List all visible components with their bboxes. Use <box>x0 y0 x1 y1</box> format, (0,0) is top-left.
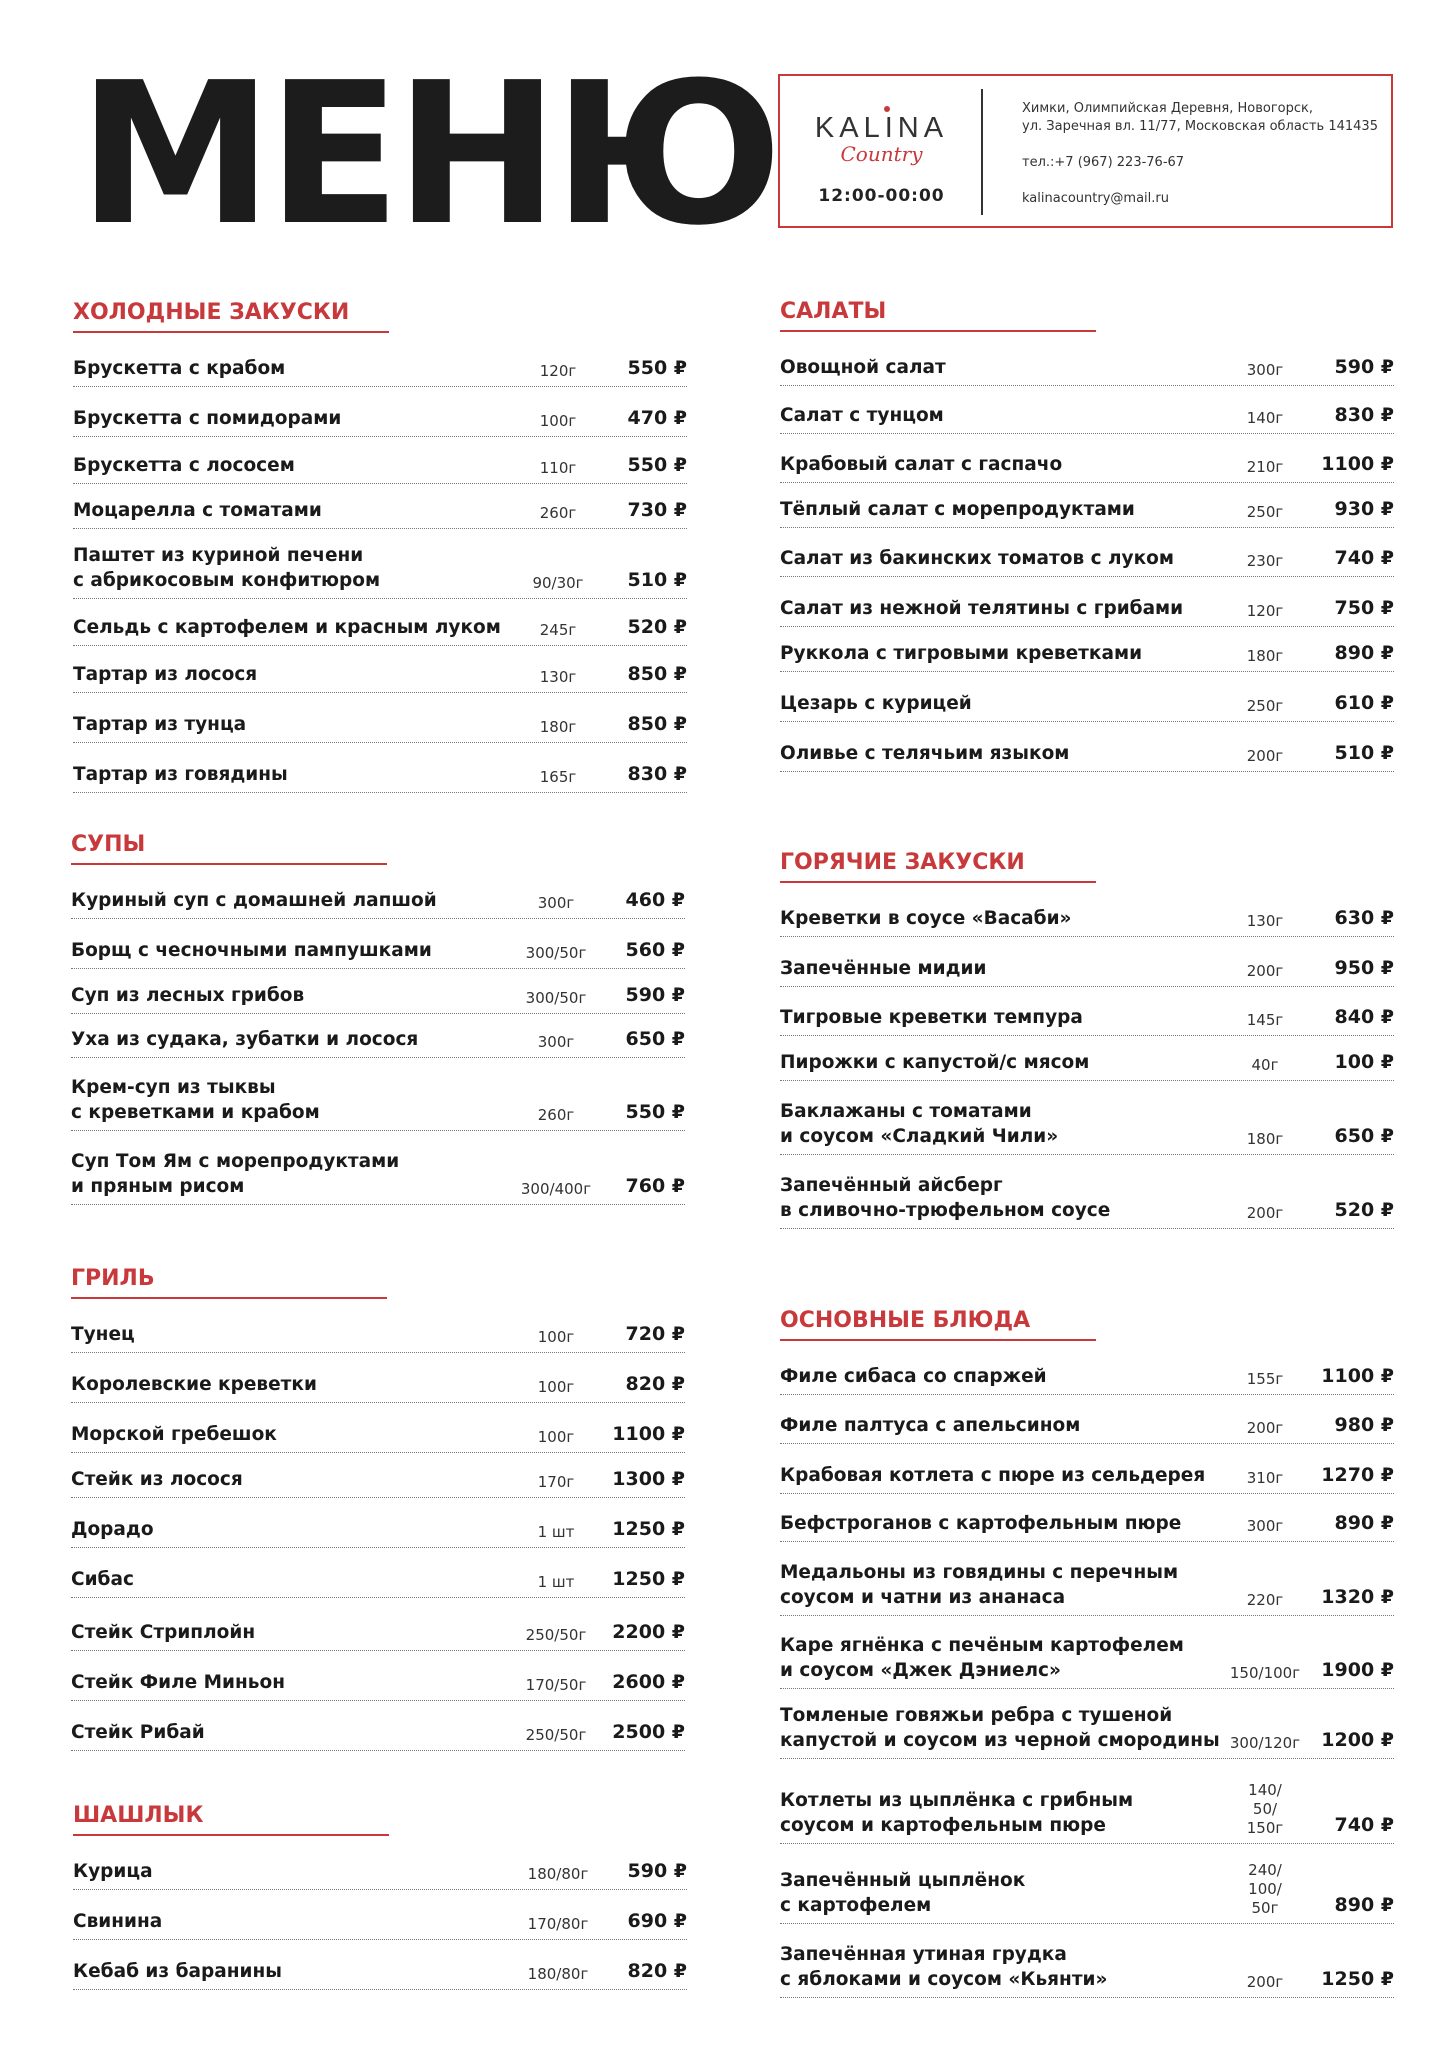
menu-item-weight: 170/80г <box>527 1915 589 1933</box>
menu-item-weight: 230г <box>1246 552 1284 570</box>
menu-item <box>780 722 1394 772</box>
menu-item-weight: 120г <box>1246 602 1284 620</box>
menu-item-name: Тунец <box>71 1324 135 1345</box>
section-underline <box>73 1834 389 1836</box>
section-cold <box>73 300 687 793</box>
menu-item-weight: 210г <box>1246 458 1284 476</box>
menu-item-name: Кебаб из баранины <box>73 1961 282 1982</box>
menu-item-name: Свинина <box>73 1911 163 1932</box>
menu-item-name: Салат из бакинских томатов с луком <box>780 548 1174 569</box>
page-title: МЕНЮ <box>78 41 778 269</box>
menu-item-weight: 180г <box>539 718 577 736</box>
menu-item-name: Салат с тунцом <box>780 405 944 426</box>
menu-item-name: Запечённый айсберг в сливочно-трюфельном соусе <box>780 1175 1111 1221</box>
menu-item-weight: 100г <box>537 1378 575 1396</box>
menu-item-price: 1320 ₽ <box>1321 1586 1394 1608</box>
menu-item-price: 560 ₽ <box>625 939 685 961</box>
menu-item-price: 980 ₽ <box>1334 1414 1394 1436</box>
menu-item-price: 1270 ₽ <box>1321 1464 1394 1486</box>
phone: тел.:+7 (967) 223-76-67 <box>1022 155 1185 170</box>
menu-item <box>780 1345 1394 1395</box>
menu-item-price: 750 ₽ <box>1334 597 1394 619</box>
menu-item <box>780 1759 1394 1844</box>
menu-item <box>780 1081 1394 1155</box>
menu-item-name: Котлеты из цыплёнка с грибным соусом и картофельным пюре <box>780 1790 1134 1836</box>
menu-item-weight: 155г <box>1246 1370 1284 1388</box>
menu-item <box>73 693 687 743</box>
menu-item <box>780 1155 1394 1229</box>
menu-item-price: 100 ₽ <box>1334 1051 1394 1073</box>
menu-item-price: 730 ₽ <box>627 499 687 521</box>
section-shashlik <box>73 1803 687 1990</box>
menu-item-name: Оливье с телячьим языком <box>780 743 1070 764</box>
menu-item <box>780 483 1394 528</box>
menu-item-name: Суп Том Ям с морепродуктами и пряным рисом <box>71 1151 400 1197</box>
menu-item-price: 820 ₽ <box>625 1373 685 1395</box>
email-link[interactable]: kalinacountry@mail.ru <box>1022 191 1169 206</box>
menu-item <box>780 1395 1394 1444</box>
menu-item-name: Томленые говяжьи ребра с тушеной капустой и соусом из черной смородины <box>780 1705 1220 1751</box>
menu-item-price: 890 ₽ <box>1334 1894 1394 1916</box>
menu-item-weight: 300/50г <box>525 944 587 962</box>
menu-item-name: Тартар из тунца <box>73 714 247 735</box>
menu-item-weight: 300/120г <box>1229 1734 1301 1752</box>
menu-item-weight: 140/ 50/ 150г <box>1246 1781 1284 1837</box>
menu-item-name: Запечённая утиная грудка с яблоками и соусом «Кьянти» <box>780 1944 1108 1990</box>
menu-item-price: 1100 ₽ <box>612 1423 685 1445</box>
section-soups <box>71 832 685 1205</box>
menu-item-weight: 100г <box>537 1328 575 1346</box>
section-title: ОСНОВНЫЕ БЛЮДА <box>780 1308 1031 1333</box>
menu-item-price: 550 ₽ <box>627 357 687 379</box>
menu-item-name: Морской гребешок <box>71 1424 277 1445</box>
menu-item <box>780 434 1394 483</box>
menu-item-name: Баклажаны с томатами и соусом «Сладкий Чили» <box>780 1101 1059 1147</box>
menu-item <box>780 987 1394 1036</box>
menu-item-weight: 300/400г <box>520 1180 592 1198</box>
menu-item-weight: 130г <box>1246 912 1284 930</box>
menu-item <box>780 1924 1394 1998</box>
menu-item-price: 760 ₽ <box>625 1175 685 1197</box>
menu-item <box>73 646 687 693</box>
restaurant-info-box <box>778 74 1393 228</box>
menu-item <box>71 1058 685 1131</box>
menu-item <box>780 1444 1394 1494</box>
menu-item <box>780 937 1394 987</box>
menu-item-weight: 1 шт <box>537 1523 575 1541</box>
menu-item-price: 890 ₽ <box>1334 642 1394 664</box>
menu-item-weight: 180г <box>1246 1130 1284 1148</box>
menu-item-name: Брускетта с лососем <box>73 455 295 476</box>
menu-item-price: 510 ₽ <box>627 569 687 591</box>
menu-item <box>780 528 1394 577</box>
menu-item <box>71 1303 685 1353</box>
menu-item-weight: 180/80г <box>527 1865 589 1883</box>
menu-item-weight: 300г <box>537 1033 575 1051</box>
logo-block <box>780 76 983 226</box>
menu-item-price: 830 ₽ <box>1334 404 1394 426</box>
menu-item-weight: 220г <box>1246 1591 1284 1609</box>
menu-item <box>780 627 1394 672</box>
menu-item-price: 1900 ₽ <box>1321 1659 1394 1681</box>
menu-item <box>71 969 685 1014</box>
menu-item-name: Тартар из говядины <box>73 764 288 785</box>
contact-block <box>1022 100 1378 208</box>
menu-item-name: Филе палтуса с апельсином <box>780 1415 1081 1436</box>
menu-item-name: Филе сибаса со спаржей <box>780 1366 1047 1387</box>
menu-item-price: 520 ₽ <box>1334 1199 1394 1221</box>
menu-item-price: 1250 ₽ <box>612 1568 685 1590</box>
menu-item-name: Крем-суп из тыквы с креветками и крабом <box>71 1077 320 1123</box>
menu-item <box>780 1494 1394 1542</box>
menu-item-price: 820 ₽ <box>627 1960 687 1982</box>
opening-hours: 12:00-00:00 <box>818 186 945 206</box>
section-hot <box>780 850 1394 1229</box>
menu-item <box>71 1131 685 1205</box>
menu-item-price: 1100 ₽ <box>1321 1365 1394 1387</box>
menu-item-price: 610 ₽ <box>1334 692 1394 714</box>
menu-item-price: 460 ₽ <box>625 889 685 911</box>
menu-item <box>73 437 687 484</box>
menu-item-weight: 120г <box>539 362 577 380</box>
section-salads <box>780 299 1394 772</box>
menu-item <box>71 1014 685 1058</box>
section-title: СУПЫ <box>71 832 146 857</box>
menu-item-price: 590 ₽ <box>627 1860 687 1882</box>
menu-item <box>780 1542 1394 1616</box>
section-underline <box>71 863 387 865</box>
menu-item-weight: 300г <box>1246 1517 1284 1535</box>
menu-item-weight: 40г <box>1251 1056 1279 1074</box>
menu-item-weight: 300г <box>1246 361 1284 379</box>
menu-item-name: Каре ягнёнка с печёным картофелем и соусом «Джек Дэниелс» <box>780 1635 1184 1681</box>
menu-item-name: Моцарелла с томатами <box>73 500 322 521</box>
menu-item-weight: 250г <box>1246 697 1284 715</box>
menu-item-weight: 200г <box>1246 747 1284 765</box>
menu-item-weight: 110г <box>539 459 577 477</box>
section-title: ГОРЯЧИЕ ЗАКУСКИ <box>780 850 1025 875</box>
menu-item <box>780 887 1394 937</box>
menu-item-price: 830 ₽ <box>627 763 687 785</box>
menu-item <box>780 1689 1394 1759</box>
menu-item-weight: 170г <box>537 1473 575 1491</box>
menu-item-name: Королевские креветки <box>71 1374 317 1395</box>
address-line-1: Химки, Олимпийская Деревня, Новогорск, <box>1022 101 1314 116</box>
menu-item <box>780 672 1394 722</box>
menu-item-name: Стейк Филе Миньон <box>71 1672 285 1693</box>
menu-item <box>73 387 687 437</box>
menu-item-price: 520 ₽ <box>627 616 687 638</box>
menu-item-weight: 130г <box>539 668 577 686</box>
menu-item-name: Бефстроганов с картофельным пюре <box>780 1513 1182 1534</box>
menu-item-name: Стейк Стриплойн <box>71 1622 256 1643</box>
menu-item-name: Руккола с тигровыми креветками <box>780 643 1143 664</box>
menu-item <box>780 1844 1394 1924</box>
menu-item-name: Брускетта с помидорами <box>73 408 342 429</box>
menu-item <box>73 743 687 793</box>
address-line-2: ул. Заречная вл. 11/77, Московская область 141435 <box>1022 119 1378 134</box>
menu-item-price: 630 ₽ <box>1334 907 1394 929</box>
menu-item-name: Уха из судака, зубатки и лосося <box>71 1029 419 1050</box>
menu-item-weight: 100г <box>537 1428 575 1446</box>
menu-item <box>71 1403 685 1453</box>
menu-item-name: Курица <box>73 1861 153 1882</box>
menu-item <box>71 1651 685 1701</box>
menu-item-price: 2500 ₽ <box>612 1721 685 1743</box>
menu-item <box>73 1940 687 1990</box>
menu-item-price: 740 ₽ <box>1334 547 1394 569</box>
menu-item <box>71 919 685 969</box>
menu-item <box>71 1353 685 1403</box>
menu-item <box>780 1036 1394 1081</box>
menu-item-name: Тартар из лосося <box>73 664 258 685</box>
menu-item-name: Сибас <box>71 1569 134 1590</box>
menu-item-price: 850 ₽ <box>627 713 687 735</box>
section-grill <box>71 1266 685 1751</box>
menu-item-name: Овощной салат <box>780 357 946 378</box>
menu-item-name: Медальоны из говядины с перечным соусом и чатни из ананаса <box>780 1562 1179 1608</box>
menu-item <box>71 1453 685 1498</box>
menu-item-weight: 200г <box>1246 1419 1284 1437</box>
menu-item-name: Цезарь с курицей <box>780 693 972 714</box>
section-underline <box>780 1339 1096 1341</box>
section-underline <box>73 331 389 333</box>
menu-item-name: Салат из нежной телятины с грибами <box>780 598 1184 619</box>
menu-item-price: 1200 ₽ <box>1321 1729 1394 1751</box>
menu-item <box>73 529 687 599</box>
menu-item-price: 740 ₽ <box>1334 1814 1394 1836</box>
menu-item <box>73 337 687 387</box>
menu-item-name: Паштет из куриной печени с абрикосовым конфитюром <box>73 545 381 591</box>
menu-item-weight: 250г <box>1246 503 1284 521</box>
menu-item-name: Тёплый салат с морепродуктами <box>780 499 1135 520</box>
menu-item-price: 590 ₽ <box>1334 356 1394 378</box>
menu-item-price: 840 ₽ <box>1334 1006 1394 1028</box>
menu-item-weight: 300/50г <box>525 989 587 1007</box>
menu-item-price: 1300 ₽ <box>612 1468 685 1490</box>
menu-item-weight: 240/ 100/ 50г <box>1248 1861 1282 1917</box>
menu-item-weight: 250/50г <box>525 1626 587 1644</box>
menu-item-name: Запечённые мидии <box>780 958 987 979</box>
menu-item-name: Суп из лесных грибов <box>71 985 305 1006</box>
menu-item <box>71 869 685 919</box>
menu-item-price: 650 ₽ <box>1334 1125 1394 1147</box>
menu-item-price: 510 ₽ <box>1334 742 1394 764</box>
menu-item-name: Крабовая котлета с пюре из сельдерея <box>780 1465 1206 1486</box>
section-underline <box>780 330 1096 332</box>
menu-item-price: 930 ₽ <box>1334 498 1394 520</box>
menu-item-name: Борщ с чесночными пампушками <box>71 940 432 961</box>
logo-script-text: Country <box>840 142 923 166</box>
menu-item <box>73 484 687 529</box>
menu-item-weight: 180г <box>1246 647 1284 665</box>
menu-item-price: 550 ₽ <box>627 454 687 476</box>
menu-item-weight: 260г <box>539 504 577 522</box>
menu-item-price: 470 ₽ <box>627 407 687 429</box>
menu-item-weight: 260г <box>537 1106 575 1124</box>
menu-item-name: Стейк Рибай <box>71 1722 205 1743</box>
menu-item <box>71 1548 685 1598</box>
menu-item-price: 1250 ₽ <box>612 1518 685 1540</box>
menu-item <box>780 1616 1394 1689</box>
menu-item-weight: 245г <box>539 621 577 639</box>
menu-item-weight: 200г <box>1246 1204 1284 1222</box>
section-title: ХОЛОДНЫЕ ЗАКУСКИ <box>73 300 350 325</box>
menu-item-weight: 310г <box>1246 1469 1284 1487</box>
menu-item-weight: 250/50г <box>525 1726 587 1744</box>
menu-item-name: Брускетта с крабом <box>73 358 286 379</box>
menu-item-price: 550 ₽ <box>625 1101 685 1123</box>
menu-item-weight: 165г <box>539 768 577 786</box>
menu-item-name: Крабовый салат с гаспачо <box>780 454 1063 475</box>
menu-item <box>71 1498 685 1548</box>
menu-item-price: 2600 ₽ <box>612 1671 685 1693</box>
menu-item-weight: 140г <box>1246 409 1284 427</box>
menu-item-weight: 300г <box>537 894 575 912</box>
menu-item <box>73 1890 687 1940</box>
menu-item-name: Запечённый цыплёнок с картофелем <box>780 1870 1026 1916</box>
logo-text: KALINA <box>814 112 949 144</box>
menu-item-price: 590 ₽ <box>625 984 685 1006</box>
menu-item-price: 950 ₽ <box>1334 957 1394 979</box>
menu-item-weight: 200г <box>1246 962 1284 980</box>
section-underline <box>780 881 1096 883</box>
menu-item-name: Куриный суп с домашней лапшой <box>71 890 437 911</box>
menu-item-weight: 100г <box>539 412 577 430</box>
menu-item-weight: 90/30г <box>532 574 584 592</box>
menu-item-price: 850 ₽ <box>627 663 687 685</box>
menu-item-weight: 145г <box>1246 1011 1284 1029</box>
menu-item-price: 650 ₽ <box>625 1028 685 1050</box>
menu-item <box>780 577 1394 627</box>
menu-item-name: Стейк из лосося <box>71 1469 243 1490</box>
menu-item <box>780 336 1394 386</box>
menu-item-price: 720 ₽ <box>625 1323 685 1345</box>
section-main <box>780 1308 1394 1998</box>
menu-item <box>71 1598 685 1651</box>
menu-item-price: 1100 ₽ <box>1321 453 1394 475</box>
menu-item-weight: 200г <box>1246 1973 1284 1991</box>
menu-item <box>73 1840 687 1890</box>
menu-item-name: Тигровые креветки темпура <box>780 1007 1083 1028</box>
menu-item-name: Пирожки с капустой/с мясом <box>780 1052 1090 1073</box>
menu-item-price: 2200 ₽ <box>612 1621 685 1643</box>
menu-item-price: 1250 ₽ <box>1321 1968 1394 1990</box>
section-title: ГРИЛЬ <box>71 1266 155 1291</box>
menu-item-price: 690 ₽ <box>627 1910 687 1932</box>
menu-item <box>73 599 687 646</box>
menu-item-weight: 1 шт <box>537 1573 575 1591</box>
menu-item-name: Сельдь с картофелем и красным луком <box>73 617 501 638</box>
menu-item <box>780 386 1394 434</box>
section-underline <box>71 1297 387 1299</box>
menu-item-weight: 170/50г <box>525 1676 587 1694</box>
menu-item <box>71 1701 685 1751</box>
menu-item-weight: 150/100г <box>1229 1664 1301 1682</box>
menu-item-price: 890 ₽ <box>1334 1512 1394 1534</box>
menu-item-name: Дорадо <box>71 1519 154 1540</box>
menu-item-weight: 180/80г <box>527 1965 589 1983</box>
section-title: САЛАТЫ <box>780 299 887 324</box>
section-title: ШАШЛЫК <box>73 1803 204 1828</box>
menu-item-name: Креветки в соусе «Васаби» <box>780 908 1072 929</box>
info-divider <box>981 89 983 215</box>
